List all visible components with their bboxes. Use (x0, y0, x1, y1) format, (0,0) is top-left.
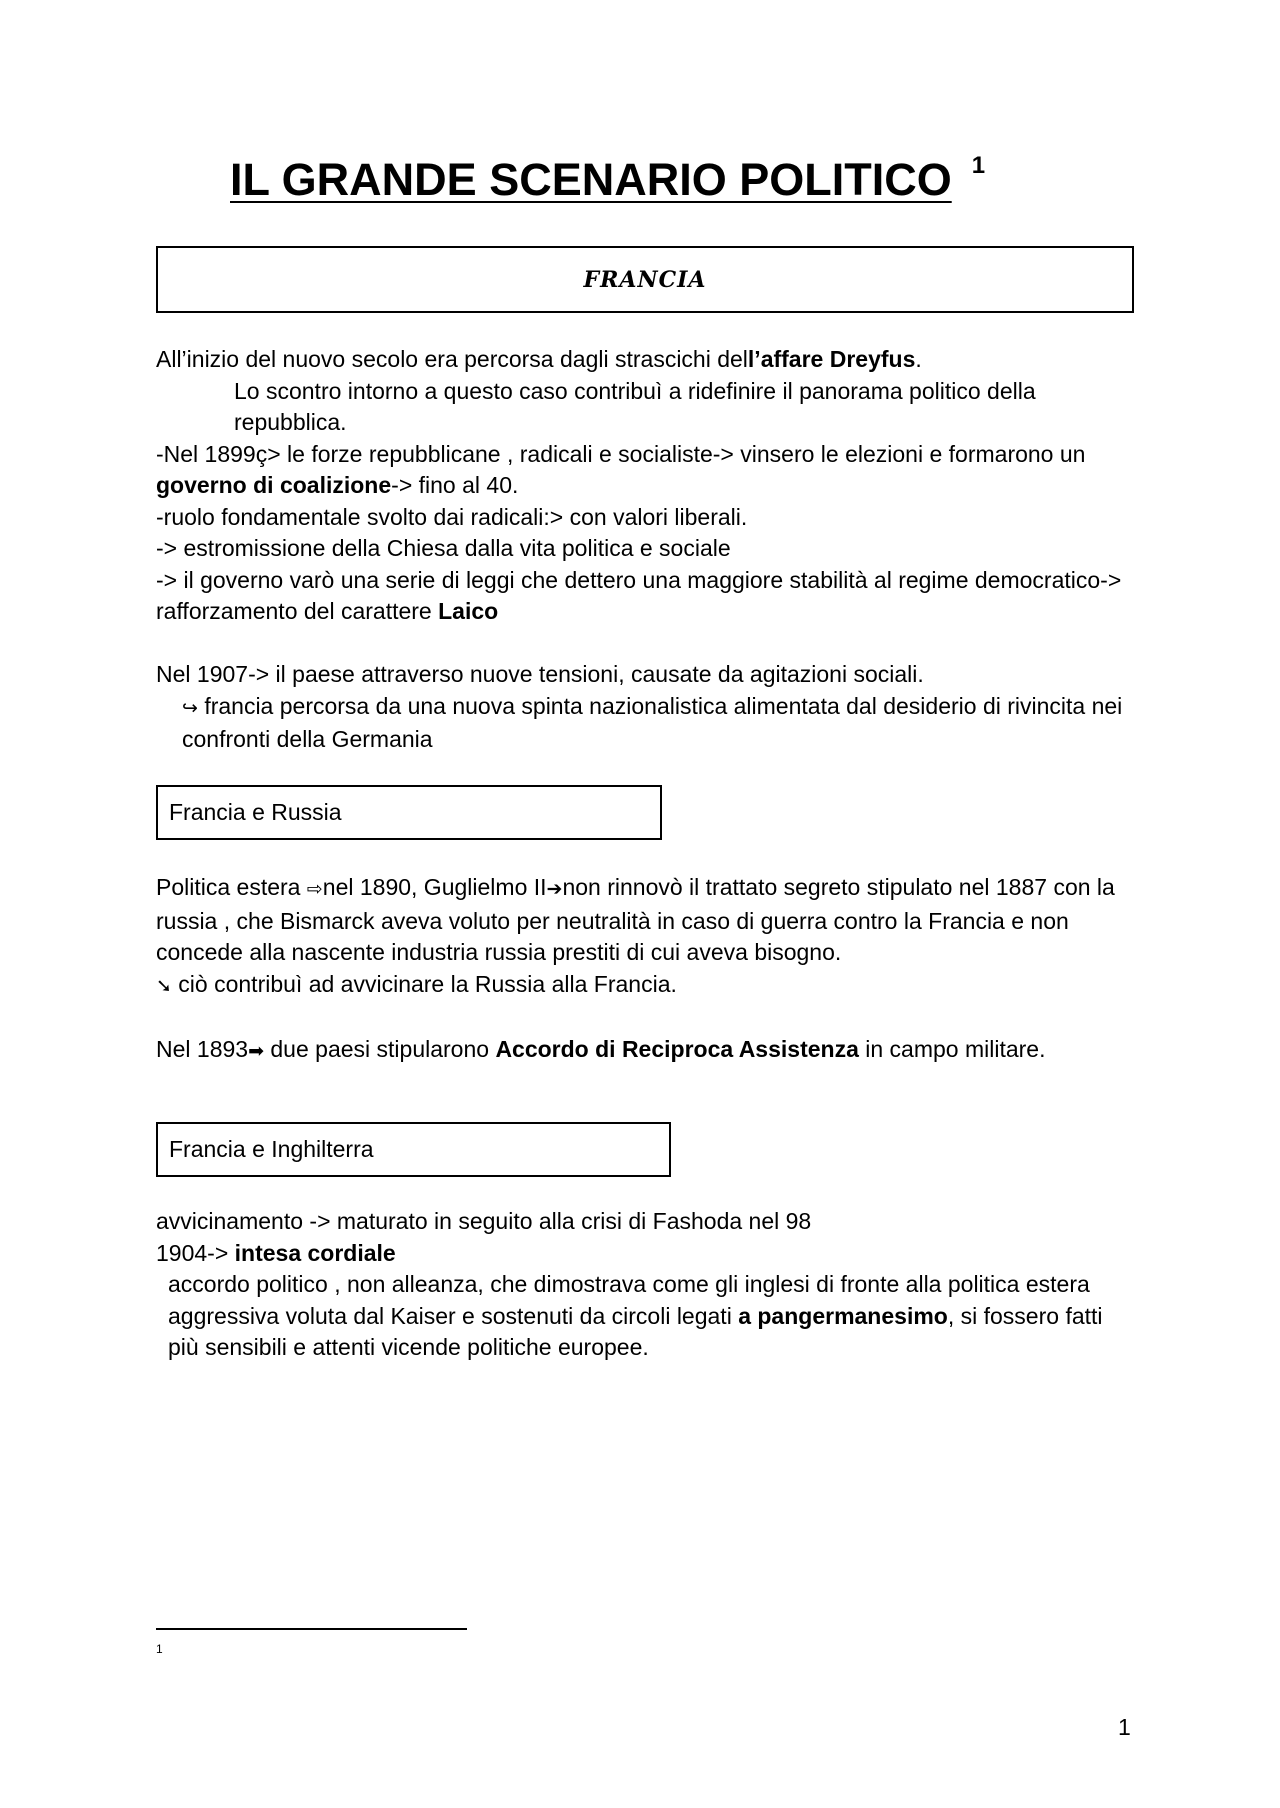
section-box-russia (156, 785, 662, 840)
section-heading-francia: FRANCIA (583, 266, 707, 293)
russia-text-block (156, 872, 1136, 1067)
paragraph-dreyfus: All’inizio del nuovo secolo era percorsa dagli strascichi dell’affare Dreyfus. (156, 346, 922, 372)
paragraph-avvicinare: ➘ ciò contribuì ad avvicinare la Russia alla Francia. (156, 970, 677, 997)
section-heading-russia: Francia e Russia (169, 799, 342, 825)
francia-text-block (156, 344, 1136, 756)
paragraph-1899: -Nel 1899ç> le forze repubblicane , radicali e socialiste-> vinsero le elezioni e formarono un governo di coalizione-> fino al 40. (156, 440, 1086, 498)
section-heading-inghilterra: Francia e Inghilterra (169, 1136, 374, 1162)
paragraph-chiesa: -> estromissione della Chiesa dalla vita politica e sociale (156, 535, 731, 561)
paragraph-laico: -> il governo varò una serie di leggi che dettero una maggiore stabilità al regime democratico-> rafforzamento del carattere Laico (156, 566, 1122, 624)
section-box-inghilterra (156, 1122, 671, 1177)
inghilterra-text-block (156, 1206, 1136, 1364)
paragraph-radicali: -ruolo fondamentale svolto dai radicali:> con valori liberali. (156, 503, 748, 530)
paragraph-nazionalismo: ↪ francia percorsa da una nuova spinta nazionalistica alimentata dal desiderio di rivincita nei confronti della Germania (182, 692, 1123, 752)
paragraph-1904: 1904-> intesa cordiale (156, 1239, 396, 1266)
title-footnote-ref[interactable]: 1 (971, 152, 986, 179)
footnote-number: 1 (156, 1642, 163, 1656)
paragraph-accordo: accordo politico , non alleanza, che dimostrava come gli inglesi di fronte alla politica estera aggressiva voluta dal Kaiser e sostenuti da circoli legati a pangermanesimo, si fossero fatti più sensibili e attenti vicende politiche europee. (168, 1271, 1103, 1360)
section-box-francia (156, 246, 1134, 313)
paragraph-scontro: Lo scontro intorno a questo caso contribuì a ridefinire il panorama politico della repubblica. (234, 377, 1036, 435)
down-right-arrow-icon: ➘ (156, 974, 172, 997)
hook-arrow-icon: ↪ (182, 696, 198, 719)
page-title: IL GRANDE SCENARIO POLITICO (230, 154, 952, 205)
title-line (230, 152, 1050, 206)
paragraph-1893: Nel 1893➡ due paesi stipularono Accordo di Reciproca Assistenza in campo militare. (156, 1035, 1046, 1062)
paragraph-1907: Nel 1907-> il paese attraverso nuove tensioni, causate da agitazioni sociali. (156, 661, 924, 687)
hollow-arrow-icon: ⇨ (306, 878, 323, 900)
right-arrow-icon: ➡ (248, 1039, 264, 1062)
footnote-separator (156, 1628, 467, 1630)
page-number: 1 (1118, 1714, 1131, 1740)
paragraph-politica-estera: Politica estera ⇨nel 1890, Guglielmo II➔non rinnovò il trattato segreto stipulato nel 1887 con la russia , che Bismarck aveva voluto per neutralità in caso di guerra contro la Francia e non concede alla nascente industria russia prestiti di cui aveva bisogno. (156, 874, 1115, 965)
paragraph-fashoda: avvicinamento -> maturato in seguito alla crisi di Fashoda nel 98 (156, 1208, 812, 1234)
bold-arrow-icon: ➔ (546, 878, 563, 900)
